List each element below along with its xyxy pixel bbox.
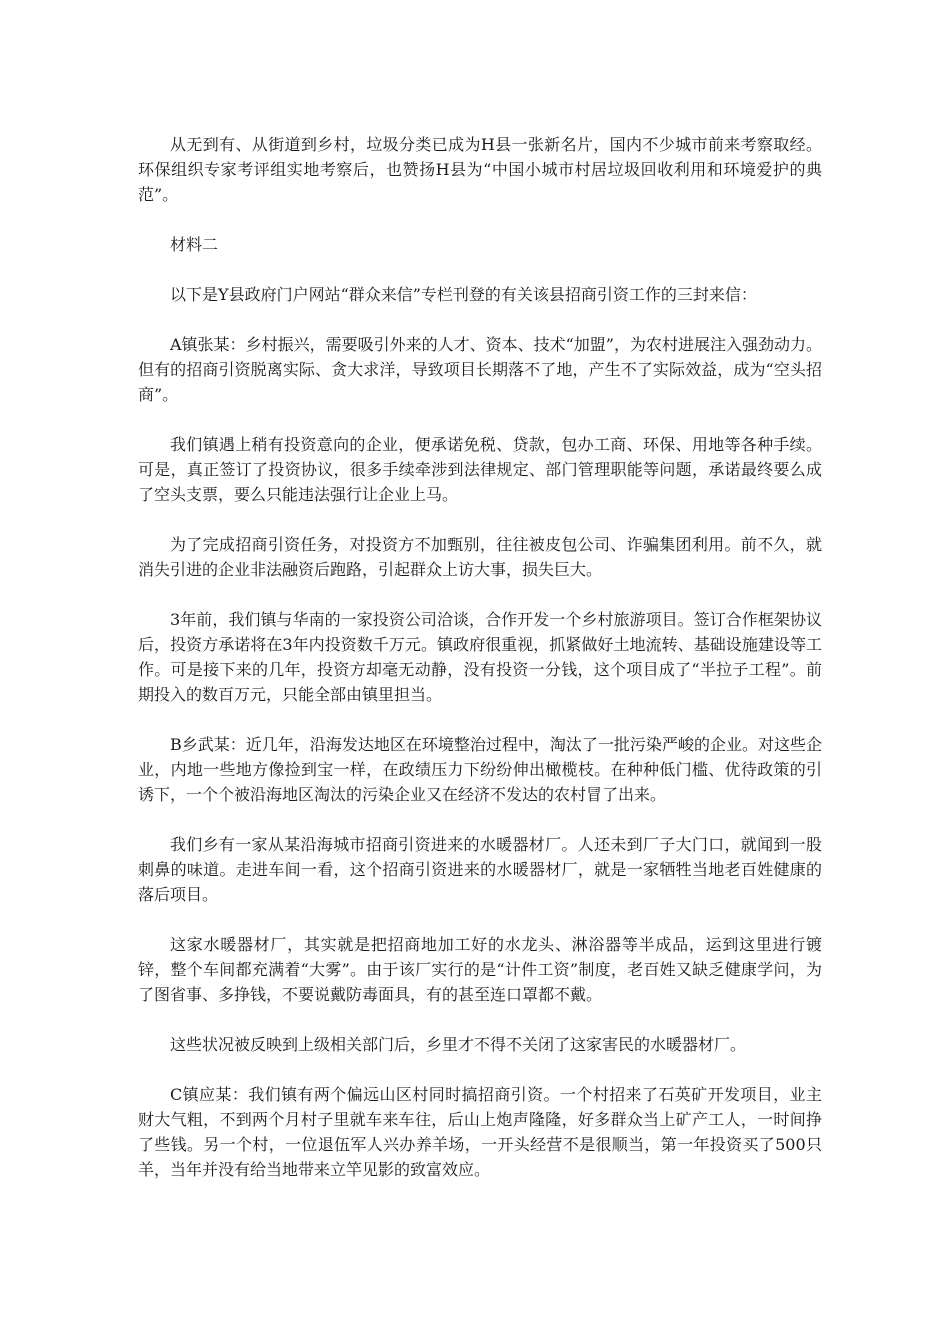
paragraph-letter-b-closure: 这些状况被反映到上级相关部门后，乡里才不得不关闭了这家害民的水暖器材厂。 <box>170 1035 747 1054</box>
paragraph-letter-b-factory: 我们乡有一家从某沿海城市招商引资进来的水暖器材厂。人还未到厂子大门口，就闻到一股刺鼻的味道。走进车间一看，这个招商引资进来的水暖器材厂，就是一家牺牲当地老百姓健康的落后项目。 <box>138 835 822 904</box>
paragraph-letter-a-intro: A镇张某：乡村振兴，需要吸引外来的人才、资本、技术“加盟”，为农村进展注入强劲动力。但有的招商引资脱离实际、贪大求洋，导致项目长期落不了地，产生不了实际效益，成为“空头招商”。 <box>138 335 822 404</box>
paragraph-garbage-sorting: 从无到有、从街道到乡村，垃圾分类已成为H县一张新名片，国内不少城市前来考察取经。环保组织专家考评组实地考察后，也赞扬H县为“中国小城市村居垃圾回收利用和环境爱护的典范”。 <box>138 135 822 204</box>
paragraph-letter-b-plating: 这家水暖器材厂，其实就是把招商地加工好的水龙头、淋浴器等半成品，运到这里进行镀锌，整个车间都充满着“大雾”。由于该厂实行的是“计件工资”制度，老百姓又缺乏健康学问，为了图省事、多挣钱，不要说戴防毒面具，有的甚至连口罩都不戴。 <box>138 935 822 1004</box>
paragraph-letter-a-promises: 我们镇遇上稍有投资意向的企业，便承诺免税、贷款，包办工商、环保、用地等各种手续。可是，真正签订了投资协议，很多手续牵涉到法律规定、部门管理职能等问题，承诺最终要么成了空头支票，要么只能违法强行让企业上马。 <box>138 435 822 504</box>
paragraph-letter-a-fraud: 为了完成招商引资任务，对投资方不加甄别，往往被皮包公司、诈骗集团利用。前不久，就消失引进的企业非法融资后跑路，引起群众上访大事，损失巨大。 <box>138 535 822 579</box>
paragraph-letters-intro: 以下是Y县政府门户网站“群众来信”专栏刊登的有关该县招商引资工作的三封来信： <box>170 285 757 304</box>
paragraph-letter-c-intro: C镇应某：我们镇有两个偏远山区村同时搞招商引资。一个村招来了石英矿开发项目，业主财大气粗，不到两个月村子里就车来车往，后山上炮声隆隆，好多群众当上矿产工人，一时间挣了些钱。另一个村，一位退伍军人兴办养羊场，一开头经营不是很顺当，第一年投资买了500只羊，当年并没有给当地带来立竿见影的致富效应。 <box>138 1085 822 1179</box>
document-body <box>138 132 822 1207</box>
section-heading-material-two: 材料二 <box>170 235 219 254</box>
paragraph-letter-b-intro: B乡武某：近几年，沿海发达地区在环境整治过程中，淘汰了一批污染严峻的企业。对这些企业，内地一些地方像捡到宝一样，在政绩压力下纷纷伸出橄榄枝。在种种低门槛、优待政策的引诱下，一个个被沿海地区淘汰的污染企业又在经济不发达的农村冒了出来。 <box>138 735 822 804</box>
paragraph-letter-a-tourism-project: 3年前，我们镇与华南的一家投资公司洽谈，合作开发一个乡村旅游项目。签订合作框架协议后，投资方承诺将在3年内投资数千万元。镇政府很重视，抓紧做好土地流转、基础设施建设等工作。可是接下来的几年，投资方却毫无动静，没有投资一分钱，这个项目成了“半拉子工程”。前期投入的数百万元，只能全部由镇里担当。 <box>138 610 822 704</box>
